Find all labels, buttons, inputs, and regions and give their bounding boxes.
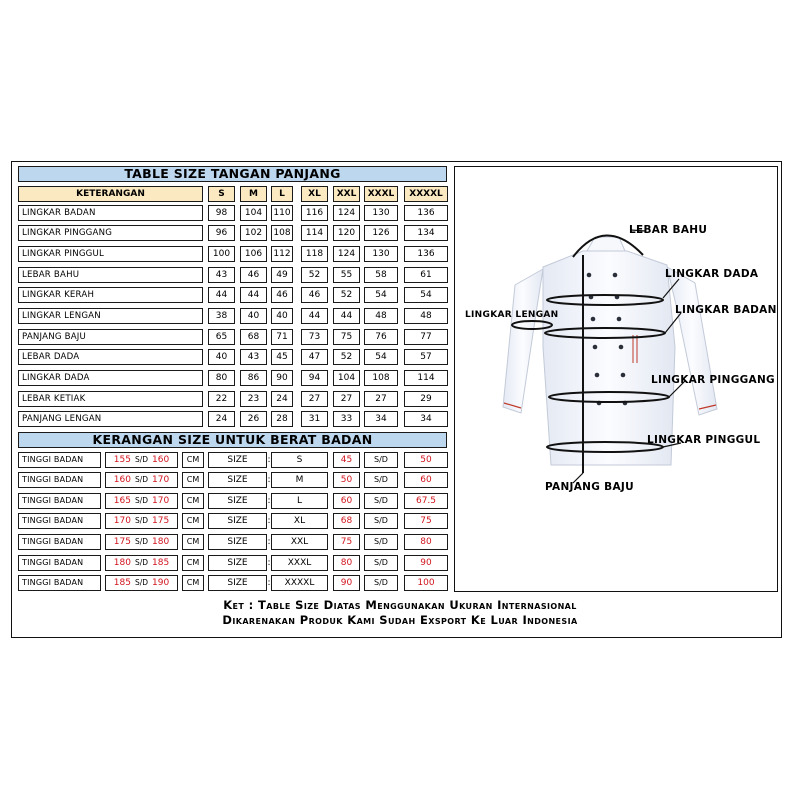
measure-value: 38 <box>208 308 235 324</box>
measure-value: 77 <box>404 329 448 345</box>
measure-value: 136 <box>404 205 448 221</box>
measure-value: 43 <box>208 267 235 283</box>
weight-to: 100 <box>404 575 448 591</box>
height-sd: S/D <box>134 578 149 588</box>
measure-value: 120 <box>333 225 360 241</box>
measure-value: 96 <box>208 225 235 241</box>
size-separator: : <box>267 495 271 506</box>
measure-value: 40 <box>240 308 267 324</box>
table1-title: TABLE SIZE TANGAN PANJANG <box>18 166 447 182</box>
measure-value: 136 <box>404 246 448 262</box>
measure-label: LEBAR DADA <box>18 349 203 365</box>
height-from: 170 <box>113 515 131 526</box>
measure-value: 43 <box>240 349 267 365</box>
footer-note-line-1: Ket : Table Size Diatas Menggunakan Ukuran Internasional <box>223 598 577 612</box>
measure-value: 80 <box>208 370 235 386</box>
weight-from: 60 <box>333 493 360 509</box>
measure-value: 23 <box>240 391 267 407</box>
measure-value: 104 <box>240 205 267 221</box>
measure-value: 108 <box>271 225 293 241</box>
measure-label: LINGKAR PINGGANG <box>18 225 203 241</box>
height-sd: S/D <box>134 537 149 547</box>
measure-value: 55 <box>333 267 360 283</box>
size-separator: : <box>267 577 271 588</box>
measure-value: 48 <box>364 308 398 324</box>
measure-value: 124 <box>333 205 360 221</box>
measure-value: 126 <box>364 225 398 241</box>
measure-value: 24 <box>208 411 235 427</box>
size-separator: : <box>267 515 271 526</box>
measure-value: 54 <box>364 287 398 303</box>
weight-from: 68 <box>333 513 360 529</box>
unit-cm: CM <box>182 493 204 509</box>
size-header-xxxl: XXXL <box>364 186 398 202</box>
height-from: 185 <box>113 577 131 588</box>
measure-value: 27 <box>333 391 360 407</box>
weight-to: 90 <box>404 555 448 571</box>
weight-to: 50 <box>404 452 448 468</box>
measure-value: 46 <box>240 267 267 283</box>
measure-value: 124 <box>333 246 360 262</box>
jacket-diagram-panel <box>454 166 778 592</box>
size-value: XXL <box>271 534 328 550</box>
weight-to: 67.5 <box>404 493 448 509</box>
measure-value: 24 <box>271 391 293 407</box>
measure-value: 108 <box>364 370 398 386</box>
weight-sd: S/D <box>364 575 398 591</box>
measure-value: 34 <box>404 411 448 427</box>
measure-value: 27 <box>301 391 328 407</box>
height-from: 160 <box>113 474 131 485</box>
measure-value: 100 <box>208 246 235 262</box>
measure-value: 54 <box>364 349 398 365</box>
height-range <box>105 555 178 571</box>
measure-label: LINGKAR DADA <box>18 370 203 386</box>
height-range <box>105 575 178 591</box>
measure-value: 75 <box>333 329 360 345</box>
size-label: SIZE <box>208 493 267 509</box>
measure-value: 44 <box>208 287 235 303</box>
weight-from: 90 <box>333 575 360 591</box>
height-sd: S/D <box>134 455 149 465</box>
height-from: 180 <box>113 557 131 568</box>
height-label: TINGGI BADAN <box>18 513 101 529</box>
measure-value: 40 <box>271 308 293 324</box>
table2-title: KERANGAN SIZE UNTUK BERAT BADAN <box>18 432 447 448</box>
size-separator: : <box>267 454 271 465</box>
measure-value: 73 <box>301 329 328 345</box>
weight-sd: S/D <box>364 472 398 488</box>
height-sd: S/D <box>134 496 149 506</box>
measure-label: LINGKAR LENGAN <box>18 308 203 324</box>
measure-value: 48 <box>404 308 448 324</box>
weight-sd: S/D <box>364 555 398 571</box>
table1-header-label: KETERANGAN <box>18 186 203 202</box>
measure-value: 94 <box>301 370 328 386</box>
measure-label: LINGKAR BADAN <box>18 205 203 221</box>
label-panjang-baju: PANJANG BAJU <box>545 481 634 493</box>
measure-label: LINGKAR KERAH <box>18 287 203 303</box>
measure-value: 44 <box>301 308 328 324</box>
measure-value: 46 <box>301 287 328 303</box>
height-label: TINGGI BADAN <box>18 472 101 488</box>
measure-value: 45 <box>271 349 293 365</box>
size-separator: : <box>267 557 271 568</box>
height-label: TINGGI BADAN <box>18 575 101 591</box>
height-to: 160 <box>152 454 170 465</box>
measure-value: 114 <box>301 225 328 241</box>
measure-value: 27 <box>364 391 398 407</box>
height-sd: S/D <box>134 558 149 568</box>
measure-value: 52 <box>333 349 360 365</box>
measure-value: 58 <box>364 267 398 283</box>
size-header-xxxxl: XXXXL <box>404 186 448 202</box>
measure-value: 90 <box>271 370 293 386</box>
measure-value: 44 <box>240 287 267 303</box>
weight-sd: S/D <box>364 534 398 550</box>
weight-sd: S/D <box>364 493 398 509</box>
size-value: M <box>271 472 328 488</box>
size-value: XXXL <box>271 555 328 571</box>
measure-value: 47 <box>301 349 328 365</box>
unit-cm: CM <box>182 555 204 571</box>
size-label: SIZE <box>208 534 267 550</box>
height-from: 175 <box>113 536 131 547</box>
height-sd: S/D <box>134 475 149 485</box>
measure-value: 52 <box>333 287 360 303</box>
size-label: SIZE <box>208 575 267 591</box>
measure-value: 26 <box>240 411 267 427</box>
size-value: XL <box>271 513 328 529</box>
measure-value: 134 <box>404 225 448 241</box>
measure-label: PANJANG BAJU <box>18 329 203 345</box>
measure-label: LINGKAR PINGGUL <box>18 246 203 262</box>
height-to: 170 <box>152 495 170 506</box>
measure-value: 28 <box>271 411 293 427</box>
label-lingkar-pinggul: LINGKAR PINGGUL <box>647 434 761 446</box>
measure-value: 76 <box>364 329 398 345</box>
measure-value: 49 <box>271 267 293 283</box>
height-to: 190 <box>152 577 170 588</box>
measure-value: 34 <box>364 411 398 427</box>
weight-from: 80 <box>333 555 360 571</box>
measure-value: 71 <box>271 329 293 345</box>
height-range <box>105 513 178 529</box>
label-lingkar-badan: LINGKAR BADAN <box>675 304 777 316</box>
height-range <box>105 472 178 488</box>
measure-value: 102 <box>240 225 267 241</box>
measure-value: 130 <box>364 246 398 262</box>
unit-cm: CM <box>182 472 204 488</box>
height-label: TINGGI BADAN <box>18 534 101 550</box>
measure-value: 68 <box>240 329 267 345</box>
size-value: S <box>271 452 328 468</box>
label-lebar-bahu: LEBAR BAHU <box>629 224 708 236</box>
measure-value: 31 <box>301 411 328 427</box>
size-separator: : <box>267 474 271 485</box>
size-label: SIZE <box>208 555 267 571</box>
measure-value: 65 <box>208 329 235 345</box>
measure-value: 98 <box>208 205 235 221</box>
height-from: 155 <box>113 454 131 465</box>
measure-value: 116 <box>301 205 328 221</box>
measure-value: 22 <box>208 391 235 407</box>
size-label: SIZE <box>208 513 267 529</box>
unit-cm: CM <box>182 534 204 550</box>
unit-cm: CM <box>182 575 204 591</box>
height-range <box>105 534 178 550</box>
size-label: SIZE <box>208 472 267 488</box>
measure-value: 54 <box>404 287 448 303</box>
measure-value: 130 <box>364 205 398 221</box>
weight-sd: S/D <box>364 452 398 468</box>
footer-note-line-2: Dikarenakan Produk Kami Sudah Exsport Ke Luar Indonesia <box>222 613 578 627</box>
measure-label: LEBAR BAHU <box>18 267 203 283</box>
size-value: XXXXL <box>271 575 328 591</box>
measure-value: 40 <box>208 349 235 365</box>
weight-from: 50 <box>333 472 360 488</box>
weight-sd: S/D <box>364 513 398 529</box>
unit-cm: CM <box>182 452 204 468</box>
size-separator: : <box>267 536 271 547</box>
height-range <box>105 493 178 509</box>
label-lingkar-pinggang: LINGKAR PINGGANG <box>651 374 775 386</box>
measure-value: 44 <box>333 308 360 324</box>
measure-value: 104 <box>333 370 360 386</box>
measure-value: 110 <box>271 205 293 221</box>
size-header-xl: XL <box>301 186 328 202</box>
height-sd: S/D <box>134 516 149 526</box>
measure-label: LEBAR KETIAK <box>18 391 203 407</box>
measure-value: 46 <box>271 287 293 303</box>
weight-to: 60 <box>404 472 448 488</box>
measure-value: 86 <box>240 370 267 386</box>
height-from: 165 <box>113 495 131 506</box>
size-header-m: M <box>240 186 267 202</box>
measure-value: 52 <box>301 267 328 283</box>
height-label: TINGGI BADAN <box>18 493 101 509</box>
height-to: 170 <box>152 474 170 485</box>
size-header-l: L <box>271 186 293 202</box>
height-range <box>105 452 178 468</box>
measure-value: 118 <box>301 246 328 262</box>
measure-value: 33 <box>333 411 360 427</box>
weight-to: 80 <box>404 534 448 550</box>
height-to: 185 <box>152 557 170 568</box>
measure-value: 57 <box>404 349 448 365</box>
weight-to: 75 <box>404 513 448 529</box>
weight-from: 45 <box>333 452 360 468</box>
measure-value: 114 <box>404 370 448 386</box>
size-header-xxl: XXL <box>333 186 360 202</box>
label-lingkar-lengan: LINGKAR LENGAN <box>465 310 559 320</box>
unit-cm: CM <box>182 513 204 529</box>
measure-label: PANJANG LENGAN <box>18 411 203 427</box>
measure-value: 61 <box>404 267 448 283</box>
label-lingkar-dada: LINGKAR DADA <box>665 268 759 280</box>
size-header-s: S <box>208 186 235 202</box>
size-value: L <box>271 493 328 509</box>
height-label: TINGGI BADAN <box>18 452 101 468</box>
height-label: TINGGI BADAN <box>18 555 101 571</box>
measure-value: 112 <box>271 246 293 262</box>
measure-value: 29 <box>404 391 448 407</box>
size-label: SIZE <box>208 452 267 468</box>
measure-value: 106 <box>240 246 267 262</box>
height-to: 175 <box>152 515 170 526</box>
weight-from: 75 <box>333 534 360 550</box>
height-to: 180 <box>152 536 170 547</box>
